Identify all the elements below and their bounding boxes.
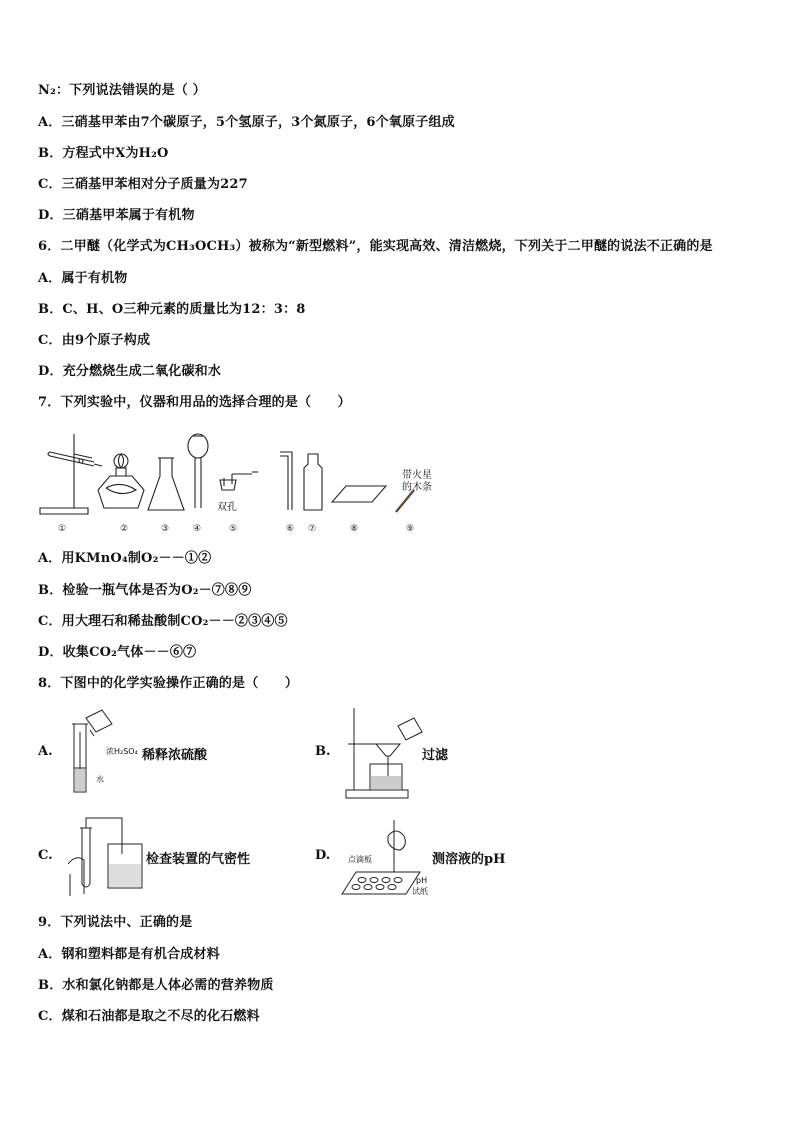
q7-option-b: B．检验一瓶气体是否为O₂－⑦⑧⑨ [38, 583, 252, 598]
q6-stem: 6．二甲醚（化学式为CH₃OCH₃）被称为“新型燃料”，能实现高效、清洁燃烧，下列关于二甲醚的说法不正确的是 [38, 239, 713, 254]
q9-option-a: A．钢和塑料都是有机合成材料 [38, 947, 220, 962]
q9-option-b: B．水和氯化钠都是人体必需的营养物质 [38, 978, 274, 993]
q8-item-c-letter: C. [38, 848, 53, 863]
q8-item-b-caption: 过滤 [422, 748, 449, 763]
fig-d-ph-label: pH [416, 876, 428, 885]
q7-option-a: A．用KMnO₄制O₂－－①② [38, 551, 212, 566]
gas-bottle-drawing [304, 454, 322, 510]
splint-label-line-2: 的木条 [402, 482, 432, 493]
q9-stem: 9．下列说法中、正确的是 [38, 915, 193, 930]
splint-label-line-1: 带火星 [402, 470, 432, 481]
apparatus-number-2: ② [120, 524, 129, 534]
q8-item-d-caption: 测溶液的pH [432, 852, 506, 867]
funnel-drawing [188, 434, 208, 508]
q8-item-a-caption: 稀释浓硫酸 [142, 748, 208, 763]
q8-item-b-letter: B. [315, 744, 331, 759]
fig-a-water-label: 水 [96, 775, 104, 784]
q6-option-c: C．由9个原子构成 [38, 333, 151, 348]
q5-stem: N₂：下列说法错误的是（ ） [38, 83, 206, 98]
apparatus-number-8: ⑧ [350, 524, 359, 534]
q8-item-a-letter: A. [38, 744, 53, 759]
airtightness-figure [62, 814, 152, 900]
fig-d-spot-plate-label: 点滴板 [348, 855, 372, 864]
q5-option-c: C．三硝基甲苯相对分子质量为227 [38, 177, 248, 192]
fig-d-paper-label: 试纸 [412, 887, 428, 896]
q7-option-c: C．用大理石和稀盐酸制CO₂－－②③④⑤ [38, 614, 288, 629]
q5-option-d: D．三硝基甲苯属于有机物 [38, 208, 195, 223]
apparatus-number-4: ④ [193, 524, 202, 534]
q5-option-a: A．三硝基甲苯由7个碳原子，5个氢原子，3个氮原子，6个氧原子组成 [38, 115, 455, 130]
q7-stem: 7．下列实验中，仪器和用品的选择合理的是（ ） [38, 395, 351, 410]
apparatus-number-1: ① [58, 524, 67, 534]
q7-option-d: D．收集CO₂气体－－⑥⑦ [38, 645, 197, 660]
q8-stem: 8．下图中的化学实验操作正确的是（ ） [38, 676, 299, 691]
apparatus-number-6: ⑥ [286, 524, 295, 534]
splint-drawing [396, 490, 414, 512]
q6-option-a: A．属于有机物 [38, 271, 128, 286]
q7-apparatus-figure [36, 428, 456, 538]
conical-flask-drawing [148, 458, 184, 510]
q5-option-b: B．方程式中X为H₂O [38, 146, 169, 161]
double-hole-label: 双孔 [217, 502, 237, 513]
apparatus-number-9: ⑨ [406, 524, 415, 534]
apparatus-number-7: ⑦ [308, 524, 317, 534]
fig-a-acid-label: 浓H₂SO₄ [106, 747, 138, 756]
alcohol-lamp-drawing [98, 454, 144, 508]
apparatus-number-3: ③ [161, 524, 170, 534]
q6-option-d: D．充分燃烧生成二氧化碳和水 [38, 364, 222, 379]
q6-option-b: B．C、H、O三种元素的质量比为12：3：8 [38, 302, 306, 317]
double-hole-stopper-drawing [220, 472, 258, 490]
filtration-figure [340, 706, 430, 800]
glass-plate-drawing [332, 486, 386, 502]
apparatus-number-5: ⑤ [229, 524, 238, 534]
iron-stand-test-tube-drawing [40, 434, 102, 514]
glass-tube-drawing [280, 452, 292, 510]
q8-item-d-letter: D. [315, 848, 331, 863]
q8-item-c-caption: 检查装置的气密性 [146, 852, 251, 867]
q9-option-c: C．煤和石油都是取之不尽的化石燃料 [38, 1009, 260, 1024]
